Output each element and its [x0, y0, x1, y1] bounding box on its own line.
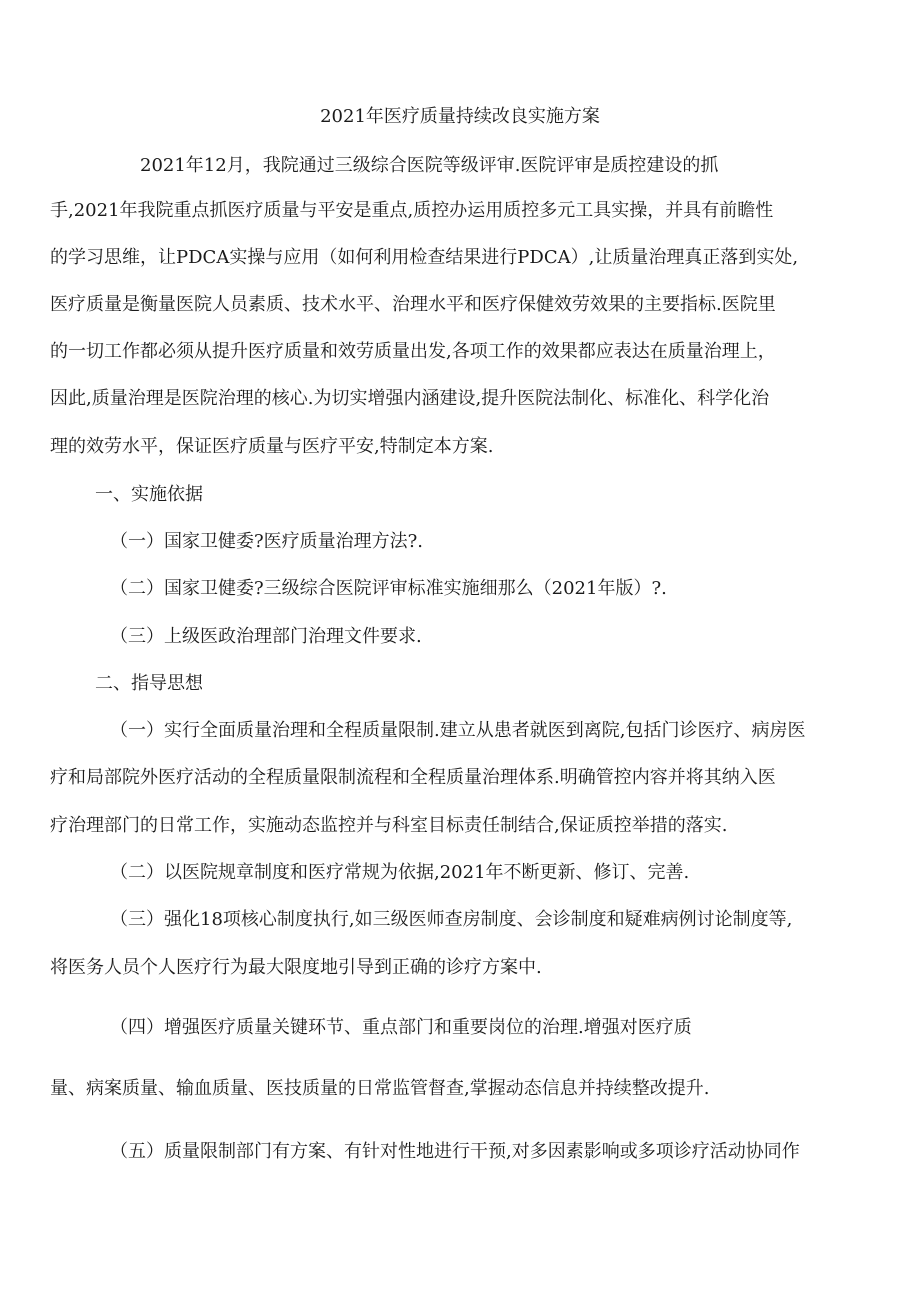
list-item: （二）国家卫健委?三级综合医院评审标准实施细那么（2021年版）?. [110, 578, 667, 599]
body-line: 量、病案质量、输血质量、医技质量的日常监管督查,掌握动态信息并持续整改提升. [50, 1078, 710, 1099]
body-line: 因此,质量治理是医院治理的核心.为切实增强内涵建设,提升医院法制化、标准化、科学化治 [50, 388, 770, 409]
section-heading: 二、指导思想 [95, 673, 203, 694]
body-line: （四）增强医疗质量关键环节、重点部门和重要岗位的治理.增强对医疗质 [110, 1017, 692, 1038]
body-line: 理的效劳水平，保证医疗质量与医疗平安,特制定本方案. [50, 436, 494, 457]
body-line: （三）强化18项核心制度执行,如三级医师查房制度、会诊制度和疑难病例讨论制度等, [110, 909, 793, 930]
body-line: 医疗质量是衡量医院人员素质、技术水平、治理水平和医疗保健效劳效果的主要指标.医院里 [50, 294, 776, 315]
body-line: 的学习思维，让PDCA实操与应用（如何利用检查结果进行PDCA）,让质量治理真正落到实处, [50, 247, 799, 268]
document-title: 2021年医疗质量持续改良实施方案 [320, 106, 600, 127]
body-line: （二）以医院规章制度和医疗常规为依据,2021年不断更新、修订、完善. [110, 862, 690, 883]
body-line: 疗和局部院外医疗活动的全程质量限制流程和全程质量治理体系.明确管控内容并将其纳入医 [50, 767, 776, 788]
body-line: （一）实行全面质量治理和全程质量限制.建立从患者就医到离院,包括门诊医疗、病房医 [110, 720, 806, 741]
body-line: 的一切工作都必须从提升医疗质量和效劳质量出发,各项工作的效果都应表达在质量治理上， [50, 341, 776, 362]
body-line: 疗治理部门的日常工作，实施动态监控并与科室目标责任制结合,保证质控举措的落实. [50, 815, 728, 836]
list-item: （一）国家卫健委?医疗质量治理方法?. [110, 531, 424, 552]
list-item: （三）上级医政治理部门治理文件要求. [110, 626, 422, 647]
body-line: 手,2021年我院重点抓医疗质量与平安是重点,质控办运用质控多元工具实操，并具有前瞻性 [50, 200, 774, 221]
body-line: 将医务人员个人医疗行为最大限度地引导到正确的诊疗方案中. [50, 957, 542, 978]
body-line: 2021年12月，我院通过三级综合医院等级评审.医院评审是质控建设的抓 [140, 155, 719, 176]
body-line: （五）质量限制部门有方案、有针对性地进行干预,对多因素影响或多项诊疗活动协同作 [110, 1141, 800, 1162]
section-heading: 一、实施依据 [95, 484, 203, 505]
